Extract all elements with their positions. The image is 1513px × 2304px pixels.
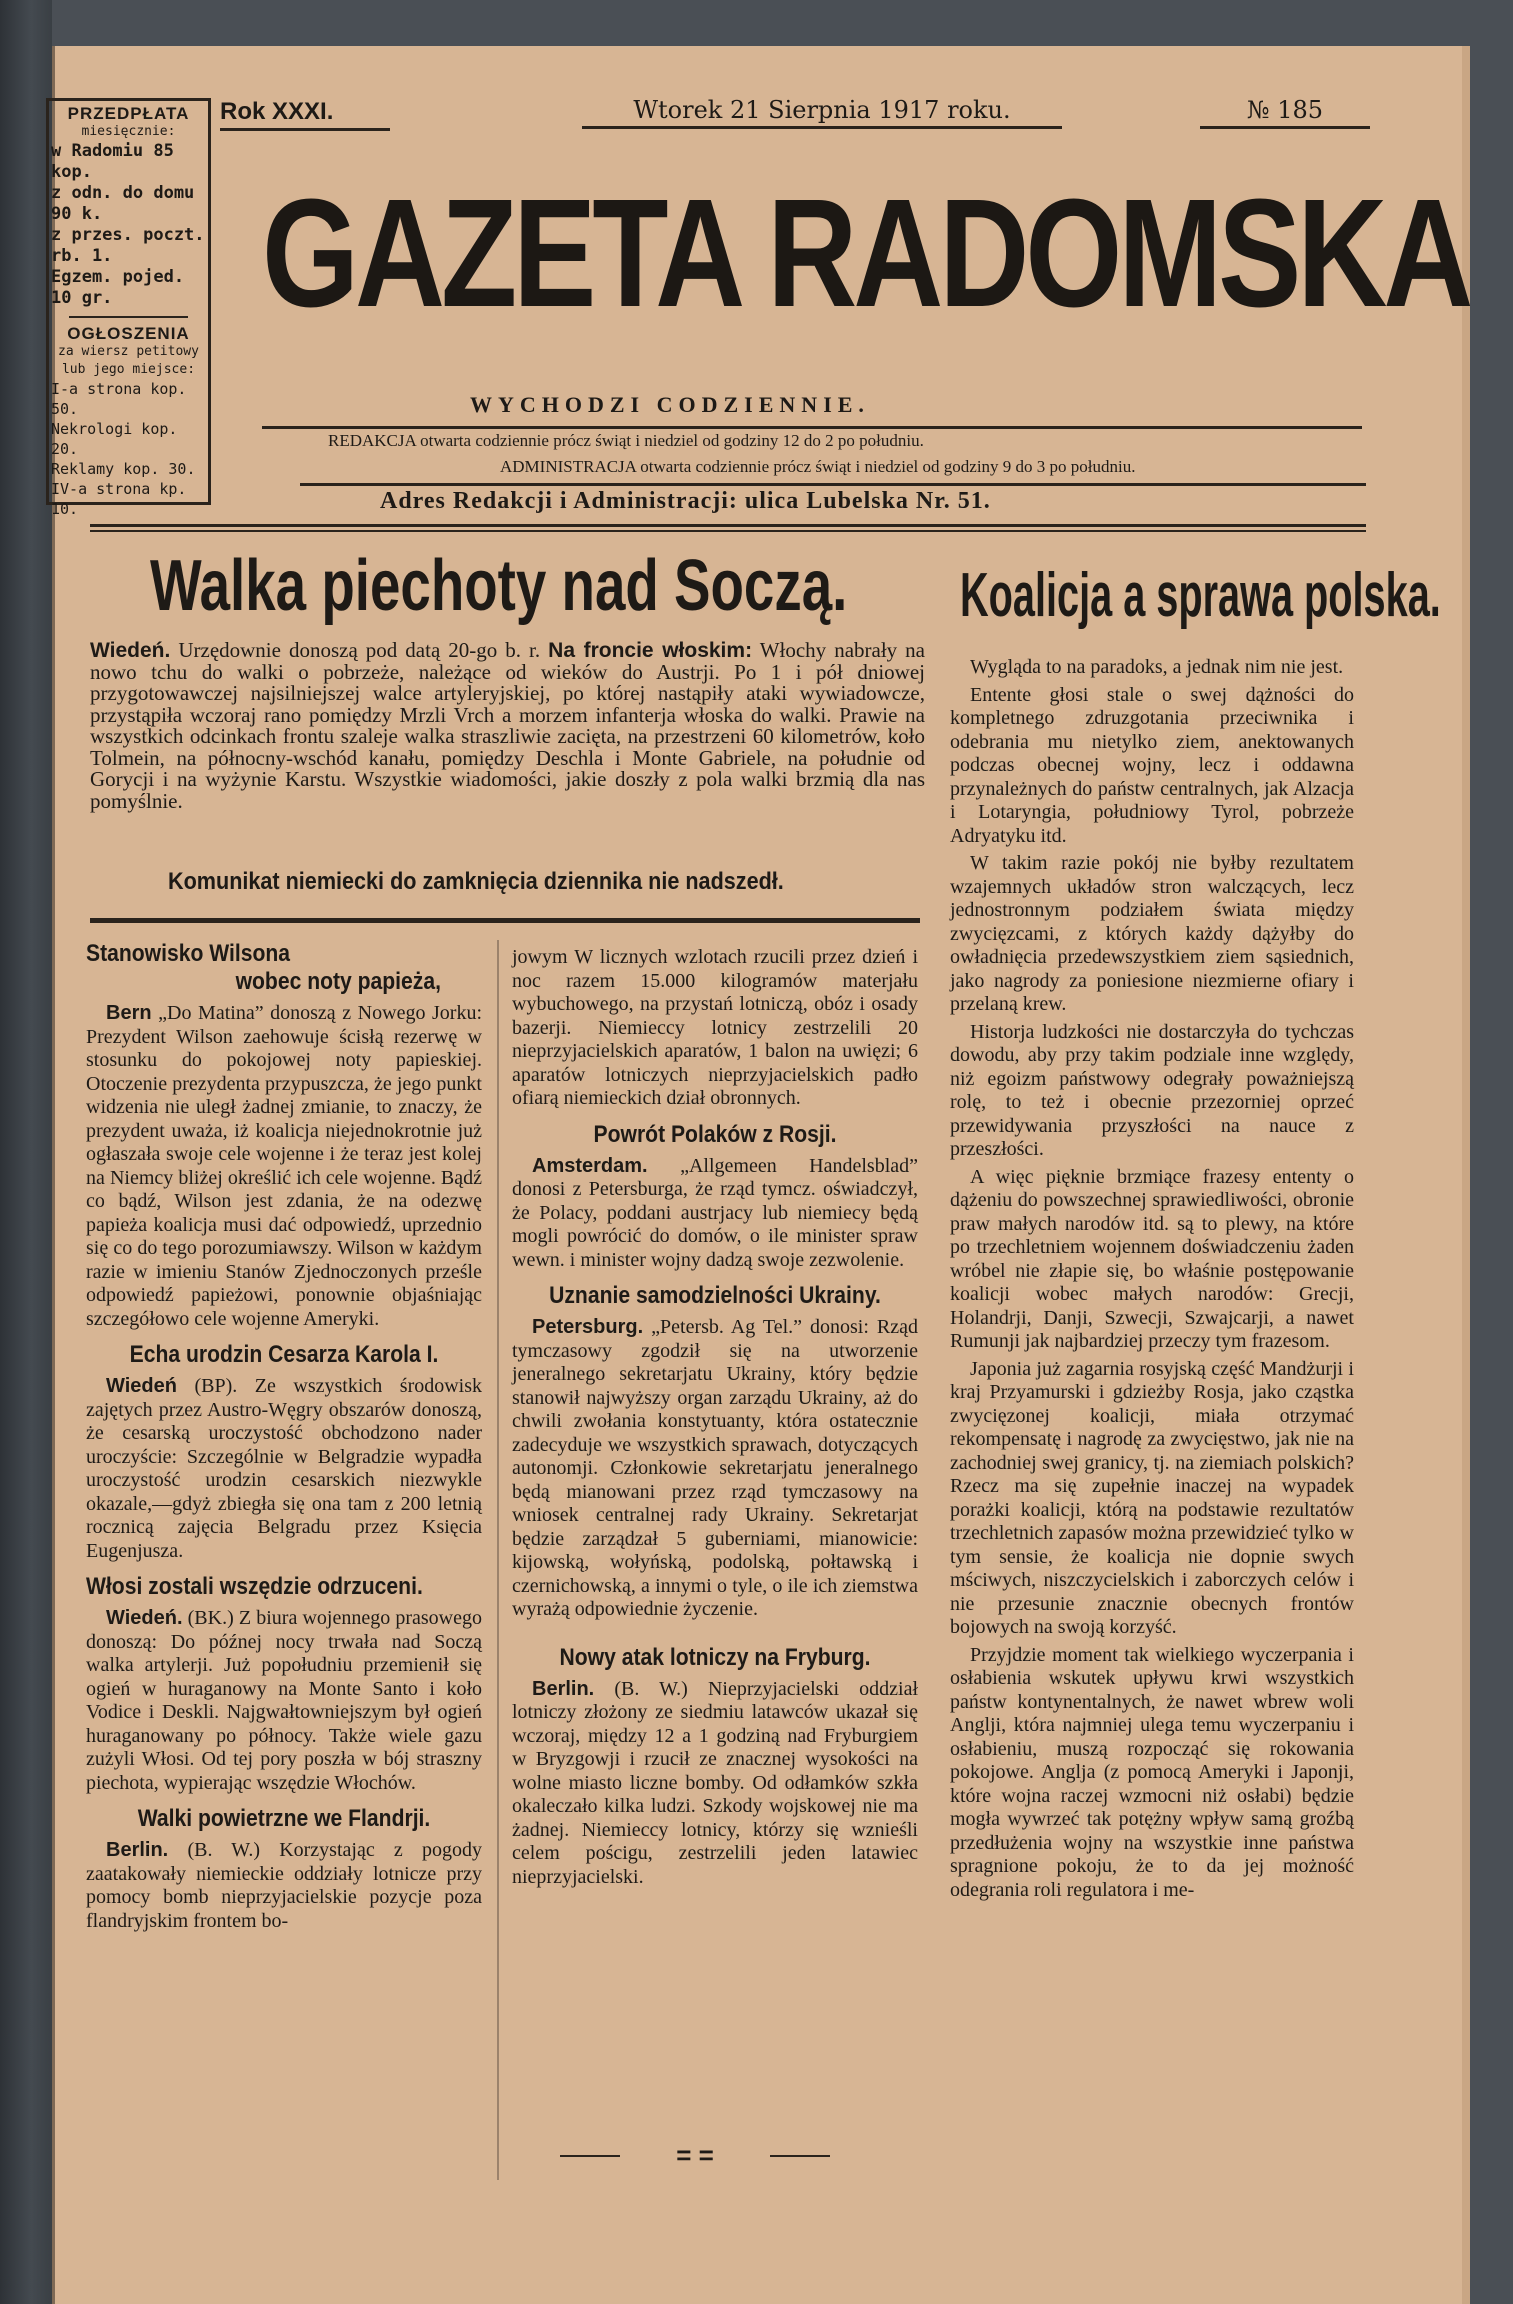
article-flandria — [86, 1839, 482, 1933]
subscription-row: z odn. do domu 90 k. — [51, 183, 195, 224]
headline-wlosi: Włosi zostali wszędzie odrzuceni. — [86, 1573, 423, 1600]
scanner-background — [0, 0, 52, 2304]
article-text: (BK.) Z biura wojennego prasowego donoszą: Do późnej nocy trwała nad Soczą walka artylerji. Już popołudniu przemienił się ogień w huraganowy na Monte Santo i koło Vodice i Deskli. Najgwałtowniejszym był ogień huraganowany po północy. Także wiele gazu zużyli Włosi. Od tej pory poszła w bój straszny piechota, wypierając wszędzie Włochów. — [86, 1607, 482, 1794]
address-rule-bottom — [90, 524, 1366, 527]
date-line: Wtorek 21 Sierpnia 1917 roku. — [582, 96, 1062, 129]
lead-rule — [90, 918, 920, 923]
redakcja-hours: REDAKCJA otwarta codziennie prócz świąt i niedziel od godziny 12 do 2 po południu. — [328, 431, 924, 450]
article-text: „Petersb. Ag Tel.” donosi: Rząd tymczasowy zgodził się na utworzenie jeneralnego sekretarjatu Ukrainy, który będzie stanowił najwyższy organ zarządu Ukrainy, aż do chwili zwołania konstytuanty, która ostatecznie zadecyduje we wszystkich sprawach, dotyczących autonomji. Członkowie sekretarjatu jeneralnego będą mianowani przez rząd tymczasowy na wniosek centralnej rady Ukrainy. Sekretarjat będzie zarządzał 5 guberniami, mianowicie: kijowską, wołyńską, podolską, połtawską i czernichowską, a innymi o tyle, o ile ich ziemstwa wyrażą odpowiednie życzenie. — [512, 1316, 918, 1620]
place-berlin: Berlin. — [532, 1677, 595, 1700]
place-wieden: Wiedeń. — [106, 1607, 183, 1629]
administracja-hours: ADMINISTRACJA otwarta codziennie prócz świąt i niedziel od godziny 9 do 3 po południu. — [500, 457, 1136, 476]
headline-wilson-sub: wobec noty papieża, — [235, 968, 441, 995]
bottom-ornament: = = — [676, 2140, 714, 2170]
address-rule-top — [300, 483, 1366, 486]
box-divider — [69, 316, 188, 318]
article-text: „Do Matina” donoszą z Nowego Jorku: Prezydent Wilson zaehowuje ścisłą rezerwę w stosunku do pokojowej noty papieskiej. Otoczenie prezydenta przypuszcza, że jego punkt widzenia nie uległ żadnej zmianie, to znaczy, że prezydent uważa, iż koalicja niejednokrotnie już ogłaszała swoje cele wojenne i że teraz jest kolej na Niemcy bliżej określić ich cele wojenne. Bądź co bądź, Wilson jest zdania, że na odezwę papieża koalicja musi dać odpowiedź, uprzednio się co do tego porozumiawszy. Wilson w każdym razie w imieniu Stanów Zjednoczonych prześle odpowiedź papieżowi, ponownie objaśniając szczegółowo cele wojenne Ameryki. — [86, 1002, 483, 1330]
article-flandria-cont: jowym W licznych wzlotach rzucili przez dzień i noc razem 15.000 kilogramów materjału wybuchowego, na przystań lotniczą, obóz i osady bazerji. Niemieccy lotnicy zestrzelili 20 nieprzyjacielskich aparatów, 1 balon na uwięzi; 6 aparatów lotniczych nieprzyjacielskich padło ofiarą niemieckich dział obronnych. — [512, 946, 918, 1109]
subscription-row: w Radomiu 85 kop. — [51, 141, 174, 182]
lead-headline: Walka piechoty nad Soczą. — [150, 546, 848, 626]
communique-note: Komunikat niemiecki do zamknięcia dziennika nie nadszedł. — [168, 868, 784, 895]
column-1 — [86, 940, 482, 1937]
article-ukraina — [512, 1316, 918, 1622]
column-divider — [497, 940, 499, 2180]
article-wlosi — [86, 1607, 482, 1795]
editorial-paragraph: W takim razie pokój nie byłby rezultatem wzajemnych układów stron walczących, lecz jednostronnym podziałem świata między zwycięzcami, z których każdy dążyłby do owładnięcia przedewszystkiem ziem sąsiednich, jako nagrody za poniesione niezmierne ofiary i przelaną krew. — [950, 852, 1354, 1015]
ads-title: OGŁOSZENIA — [67, 324, 190, 343]
article-wilson — [86, 1002, 482, 1331]
subscription-title: PRZEDPŁATA — [67, 104, 190, 123]
place-amsterdam: Amsterdam. — [532, 1154, 648, 1177]
ads-row: Reklamy kop. 30. — [51, 460, 196, 478]
year-rule — [220, 128, 390, 131]
lead-text-b: Włochy nabrały na nowo tchu do walki o pobrzeże, należące od wieków do Austrji. Po 1 i pół dniowej przygotowawczej najsilniejszej walce artyleryjskiej, po której nastąpiły ataki wywiadowcze, przystąpiła wczoraj rano pomiędzy Mrzli Vrch a morzem infanterja włoska do walki. Prawie na wszystkich odcinkach frontu szaleje walka straszliwie zacięta, na przestrzeni 60 kilometrów, koło Tolmein, na północny-wschód kanału, pomiędzy Deschla i Monte Gabriele, na południe od Gorycji i na wyżynie Karstu. Wszystkie wiadomości, jakie doszły z pola walki brzmią dla nas pomyślnie. — [90, 638, 925, 813]
subscription-box — [46, 98, 211, 518]
editorial-paragraph: Wygląda to na paradoks, a jednak nim nie jest. — [970, 656, 1344, 678]
lead-article — [90, 640, 925, 812]
side-headline: Koalicja a sprawa polska. — [960, 561, 1441, 630]
ornament-rule-left — [560, 2155, 620, 2157]
editorial-paragraph: Historja ludzkości nie dostarczyła do tychczas dowodu, aby przy takim podziale inne względy, niż egoizm państwowy odegrały poważniejszą rolę, to też i obecnie przezorniej oprzeć przewidywania przyszłości na nauce z przeszłości. — [950, 1020, 1354, 1160]
headline-fryburg: Nowy atak lotniczy na Fryburg. — [559, 1643, 871, 1671]
column-2 — [512, 946, 918, 1893]
lead-front: Na froncie włoskim: — [548, 639, 753, 662]
issue-number: № 185 — [1200, 96, 1370, 129]
ads-row: Nekrologi kop. 20. — [51, 420, 178, 458]
headline-karol: Echa urodzin Cesarza Karola I. — [129, 1341, 439, 1368]
place-petersburg: Petersburg. — [532, 1316, 644, 1338]
headline-flandria: Walki powietrzne we Flandrji. — [137, 1805, 431, 1832]
headline-wilson: Stanowisko Wilsona — [86, 940, 291, 967]
masthead-rule — [262, 426, 1362, 429]
article-text: (B. W.) Korzystając z pogody zaatakowały niemieckie oddziały lotnicze przy pomocy bomb nieprzyjacielskie pozycje poza flandryjskim frontem bo- — [86, 1839, 482, 1932]
place-berlin: Berlin. — [106, 1839, 169, 1861]
subscription-monthly: miesięcznie: — [81, 124, 176, 139]
editorial-paragraph: Entente głosi stale o swej dążności do kompletnego zdruzgotania przeciwnika i odebrania mu nietylko ziem, anektowanych podczas obecnej wojny, lecz i oddawna przynależnych do państw centralnych, jak Alzacja i Lotaryngia, południowy Tyrol, pobrzeże Adryatyku itd. — [950, 683, 1354, 847]
address-line: Adres Redakcji i Administracji: ulica Lubelska Nr. 51. — [380, 488, 991, 514]
column-3 — [950, 656, 1354, 1906]
editorial-paragraph: A więc pięknie brzmiące frazesy ententy o dążeniu do powszechnej sprawiedliwości, obronie praw małych narodów itd. są to plewy, na które po trzechletniem wojennem doświadczeniu żaden wróbel nie złapie się, bo właśnie postępowanie koalicji wobec małych narodów: Grecji, Holandrji, Danji, Szwecji, Szwajcarji, a nawet Rumunji jak najbardziej przeczy tym frazesom. — [950, 1165, 1354, 1352]
article-polacy — [512, 1155, 918, 1273]
editorial-paragraph: Przyjdzie moment tak wielkiego wyczerpania i osłabienia wskutek upływu krwi wszystkich państw kontynentalnych, że nawet wbrew woli Anglji, która najmniej ulega temu wyczerpaniu i osłabieniu, muszą rozpocząć się rokowania pokojowe. Anglja (z pomocą Ameryki i Japonji, które wojna raczej wzmocni niż osłabi) będzie mogła wywrzeć tak potężny wpływ samą groźbą przedłużenia wojny na wszystkie inne państwa spragnione pokoju, że to da jej możność odegrania roli regulatora i me- — [950, 1643, 1354, 1901]
ads-note: za wiersz petitowy lub jego miejsce: — [58, 344, 199, 377]
headline-polacy: Powrót Polaków z Rosji. — [593, 1120, 837, 1148]
place-wieden: Wiedeń — [106, 1375, 177, 1397]
headline-ukraina: Uznanie samodzielności Ukrainy. — [549, 1282, 881, 1309]
lead-text-a: Urzędownie donoszą pod datą 20-go b. r. — [178, 638, 541, 662]
subscription-row: z przes. poczt. rb. 1. — [51, 225, 205, 266]
lead-place: Wiedeń. — [90, 639, 171, 662]
year-label: Rok XXXI. — [220, 98, 334, 125]
address-rule-bottom-2 — [90, 530, 1366, 532]
article-karol — [86, 1375, 482, 1563]
article-fryburg — [512, 1678, 918, 1890]
article-text: „Allgemeen Handelsblad” donosi z Petersburga, że rząd tymcz. oświadczył, że Polacy, poddani austrjacy lub niemiecy będą mogli powrócić do domów, o ile minister spraw wewn. i minister wojny dadzą swoje zezwolenie. — [512, 1154, 919, 1271]
ads-row: I-a strona kop. 50. — [51, 380, 187, 418]
place-bern: Bern — [106, 1002, 152, 1024]
article-text: (B. W.) Nieprzyjacielski oddział lotniczy złożony ze siedmiu latawców ukazał się wczoraj, między 12 a 1 godziną nad Fryburgiem w Bryzgowji i rzucił ze znacznej wysokości na wolne miasto liczne bomby. Od odłamków szkła okaleczało kilka ludzi. Szkody wojskowej nie ma żadnej. Niemieccy lotnicy, którzy się wznieśli celem pościgu, zestrzelili jeden latawiec nieprzyjacielski. — [512, 1677, 918, 1888]
editorial-paragraph: Japonia już zagarnia rosyjską część Mandżurji i kraj Przyamurski i gdzieżby Rosja, jako cząstka zwycięzonej koalicji, miała otrzymać rekompensatę i nagrodę za zwycięstwo, jak nie na zachodniej swej granicy, tj. na ziemiach polskich? Rzecz ma się zupełnie inaczej na wypadek porażki koalicji, którą na podstawie rezultatów trzechletnich zapasów można przewidzieć tylko w tym sensie, że koalicja nie dopnie swych mściwych, niszczycielskich i zaborczych celów i nie przesunie znacznie obecnych frontów bojowych na swoją korzyść. — [950, 1357, 1354, 1638]
subscription-row: Egzem. pojed. 10 gr. — [51, 267, 185, 308]
ads-row: IV-a strona kp. 10. — [51, 480, 187, 518]
ornament-rule-right — [770, 2155, 830, 2157]
article-text: (BP). Ze wszystkich środowisk zajętych przez Austro-Węgry obszarów donoszą, że cesarską uroczystość obchodzono nader uroczyście: Szczególnie w Belgradzie wypadła uroczystość urodzin cesarskich niezwykle okazale,—gdyż zbiegła się ona tam z 200 letnią rocznicą zajęcia Belgradu przez Księcia Eugenjusza. — [86, 1375, 483, 1562]
page-edge — [1462, 46, 1470, 2304]
tagline: WYCHODZI CODZIENNIE. — [470, 392, 870, 417]
masthead-title: GAZETA RADOMSKA — [262, 167, 1470, 339]
